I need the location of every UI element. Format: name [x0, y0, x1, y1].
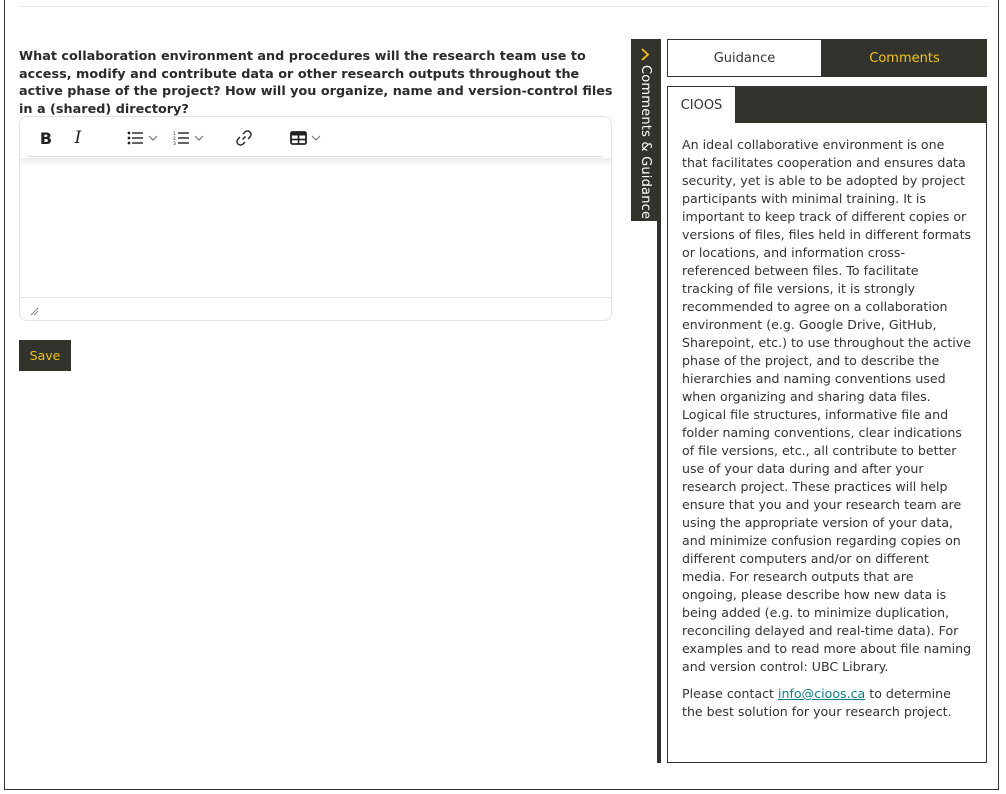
chevron-down-icon	[194, 135, 204, 141]
bold-button[interactable]	[38, 127, 54, 149]
insert-table-button[interactable]	[287, 127, 323, 149]
bulleted-list-button[interactable]	[122, 127, 162, 149]
panel-tabs	[667, 39, 987, 77]
svg-text:1: 1	[172, 132, 176, 137]
tab-guidance[interactable]: Guidance	[667, 39, 822, 77]
italic-button[interactable]	[70, 127, 86, 149]
guidance-org-tabs	[667, 86, 987, 124]
guidance-paragraph: An ideal collaborative environment is one that facilitates cooperation and ensures data security, yet is able to be adopted by project participants with minimal training. It is important to keep track of different copies or versions of files, files held in different formats or locations, and information cross-referenced between files. To facilitate tracking of file versions, it is strongly recommended to agree on a collaboration environment (e.g. Google Drive, GitHub, Sharepoint, etc.) to use throughout the active phase of the project, and to describe the hierarchies and naming conventions used when organizing and sharing data files. Logical file structures, informative file and folder naming conventions, clear indications of file versions, etc., all contribute to better use of your data during and after your research project. These practices will help ensure that you and your research team are using the appropriate version of your data, and minimize confusion regarding copies on different computers and/or on different media. For research outputs that are ongoing, please describe how new data is being added (e.g. to minimize duplication, reconciling delayed and real-time data). For examples and to read more about file naming and version control: UBC Library.	[682, 137, 972, 674]
comments-guidance-toggle[interactable]	[631, 39, 660, 221]
guidance-contact	[682, 685, 972, 721]
table-icon	[290, 131, 307, 145]
question-text: What collaboration environment and procedures will the research team use to access, modify and contribute data or other research outputs throughout the active phase of the project? How will you organize, name and version-control files in a (shared) directory?	[19, 49, 613, 117]
bold-icon: B	[39, 128, 53, 148]
chevron-down-icon	[311, 135, 321, 141]
link-icon	[235, 129, 253, 147]
numbered-list-button[interactable]	[168, 127, 208, 149]
bulleted-list-icon	[127, 131, 144, 145]
contact-prefix: Please contact	[682, 686, 779, 701]
svg-text:3: 3	[172, 142, 176, 145]
contact-email-link[interactable]: info@cioos.ca	[778, 686, 866, 701]
guidance-panel	[667, 123, 987, 763]
contact-suffix: to determine the best solution for your research project.	[682, 686, 952, 719]
subtab-cioos[interactable]: CIOOS	[668, 87, 735, 124]
numbered-list-icon	[173, 131, 190, 145]
svg-text:2: 2	[172, 137, 176, 142]
side-rail	[657, 39, 661, 763]
chevron-down-icon	[148, 135, 158, 141]
save-button[interactable]: Save	[19, 340, 71, 371]
resize-handle-icon[interactable]	[30, 307, 39, 316]
chevron-right-icon	[640, 48, 650, 61]
toolbar-divider	[28, 156, 603, 157]
italic-icon: I	[74, 128, 82, 148]
rich-text-editor	[19, 116, 612, 321]
editor-content-area[interactable]	[20, 159, 611, 298]
toggle-label: Comments & Guidance	[638, 65, 653, 220]
link-button[interactable]	[233, 127, 255, 149]
editor-toolbar	[20, 117, 611, 159]
editor-status-bar	[20, 297, 611, 320]
tab-comments[interactable]: Comments	[822, 39, 987, 77]
top-divider	[19, 6, 987, 7]
